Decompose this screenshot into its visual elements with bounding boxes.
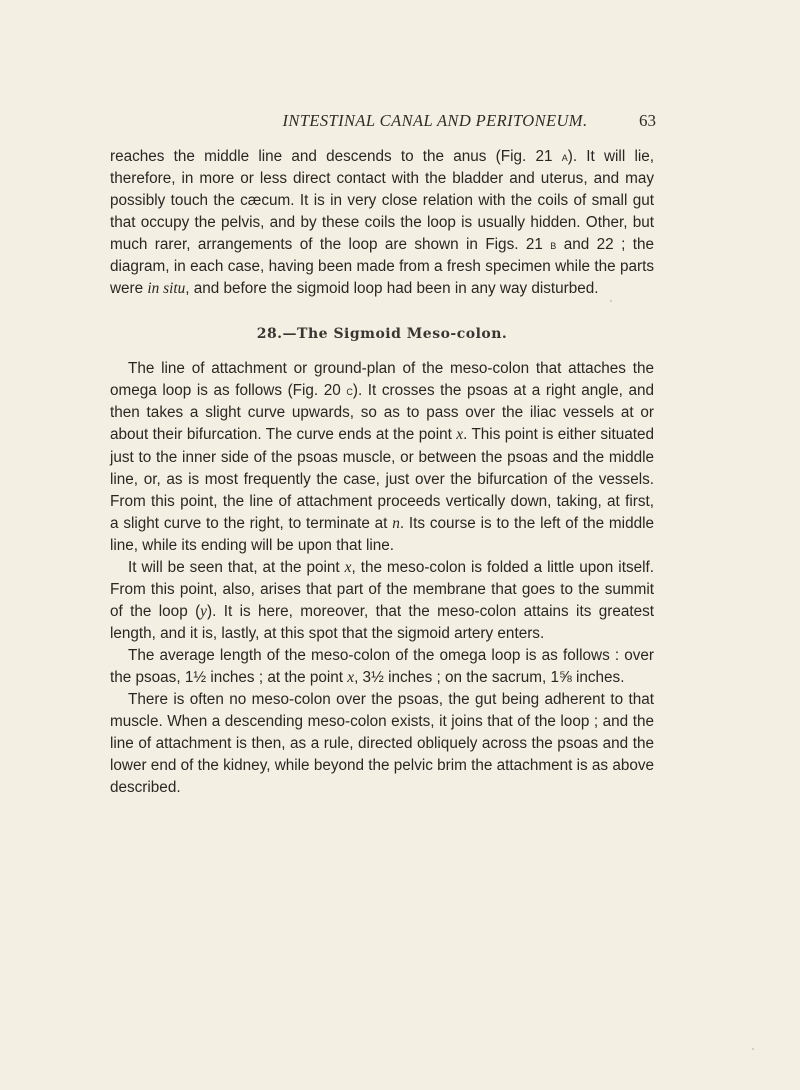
running-head-title: INTESTINAL CANAL AND PERITONEUM.: [282, 111, 588, 130]
paragraph-average-length: The average length of the meso-colon of the omega loop is as follows : over the psoas, 1½ inches ; at the point x, 3½ inches ; on the sacrum, 1⅝ inches.: [110, 646, 654, 686]
paragraph-ground-plan: The line of attachment or ground-plan of the meso-colon that attaches the omega loop is as follows (Fig. 20 c). It crosses the psoas at a right angle, and then takes a slight curve upwards, so as to pass over the iliac vessels at or about their bifurcation. The curve ends at the point x. This point is either situated just to the inner side of the psoas muscle, or between the psoas and the middle line, or, as is most frequently the case, just over the bifurcation of the vessels. From this point, the line of attachment proceeds vertically down, taking, at first, a slight curve to the right, to terminate at n. Its course is to the left of the middle line, while its ending will be upon that line.: [110, 360, 655, 554]
paragraph-descending-meso-colon: There is often no meso-colon over the psoas, the gut being adherent to that muscle. When a descending meso-colon exists, it joins that of the loop ; and the line of attachment is then, as a rule, directed obliquely across the psoas and the lower end of the kidney, while beyond the pelvic brim the attachment is as above described.: [110, 691, 654, 797]
intro-paragraph: reaches the middle line and descends to the anus (Fig. 21 a). It will lie, therefore, in more or less direct contact with the bladder and uterus, and may possibly touch the cæcum. It is in very close relation with the coils of small gut that occupy the pelvis, and by these coils the loop is usually hidden. Other, but much rarer, arrangements of the loop are shown in Figs. 21 b and 22 ; the diagram, in each case, having been made from a fresh specimen while the parts were in situ, and before the sigmoid loop had been in any way disturbed.: [110, 148, 654, 298]
paper-speck: [610, 300, 612, 302]
page-number: 63: [639, 111, 656, 130]
body-text: [110, 146, 654, 799]
paper-speck: [752, 1048, 754, 1050]
paragraph-point-x: It will be seen that, at the point x, the meso-colon is folded a little upon itself. From this point, also, arises that part of the membrane that goes to the summit of the loop (y). It is here, moreover, that the meso-colon attains its greatest length, and it is, lastly, at this spot that the sigmoid artery enters.: [110, 558, 654, 642]
section-heading: 28.—The Sigmoid Meso-colon.: [256, 326, 508, 343]
